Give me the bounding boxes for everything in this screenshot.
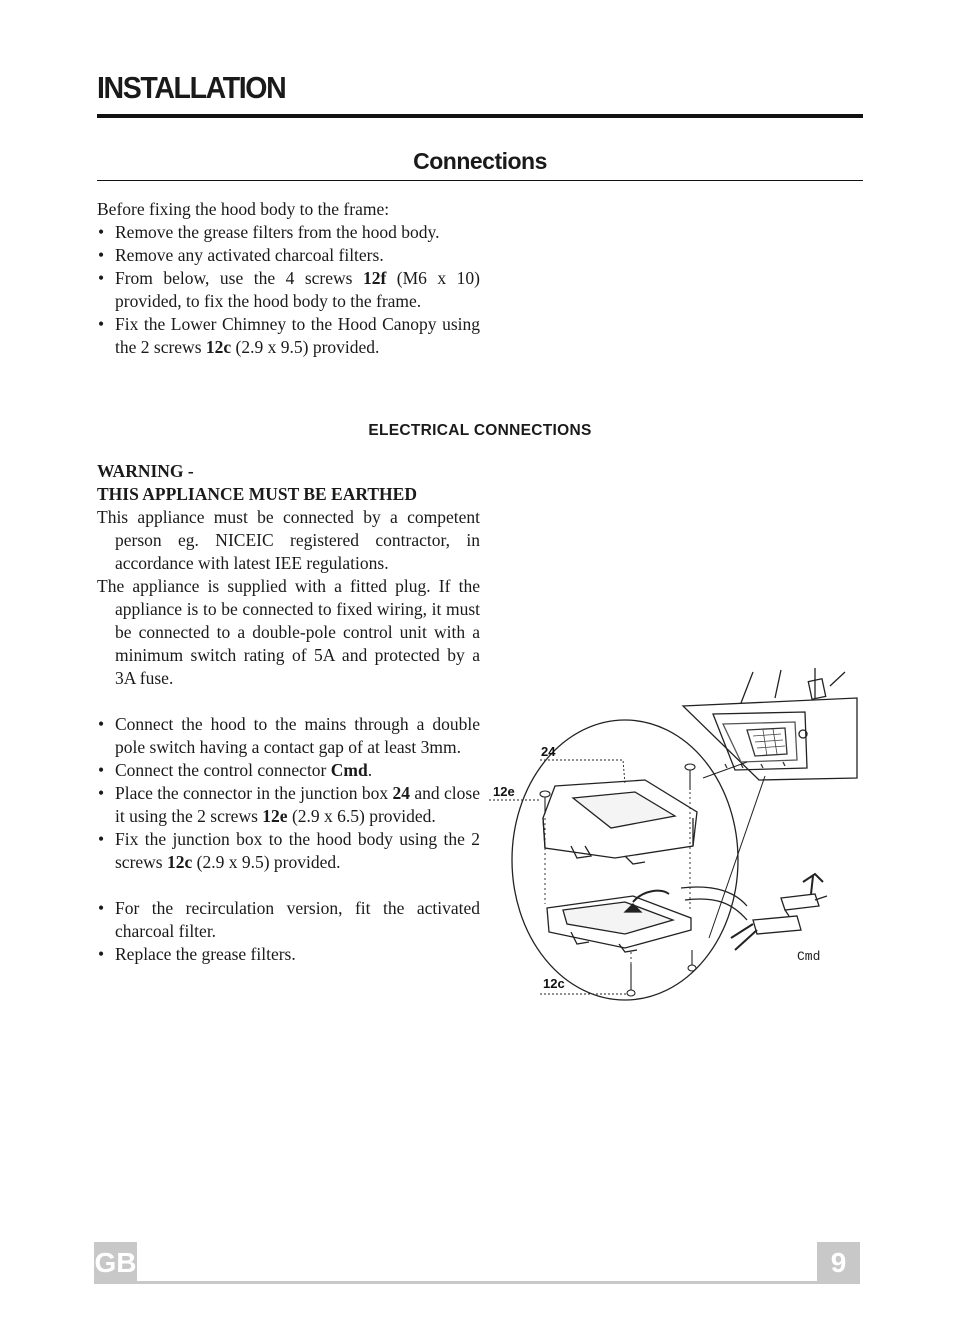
screw-12c-right bbox=[688, 950, 696, 971]
junction-box-cover bbox=[543, 780, 697, 864]
label-24: 24 bbox=[541, 744, 556, 759]
connections-list bbox=[97, 221, 480, 359]
list-item: • Replace the grease filters. bbox=[97, 943, 480, 966]
electrical-paragraph: This appliance must be connected by a competent person eg. NICEIC registered contractor, in accordance with latest IEE regulations. bbox=[97, 507, 480, 573]
page-number: 9 bbox=[817, 1242, 860, 1284]
list-item: • Connect the control connector Cmd. bbox=[97, 759, 480, 782]
list-item: • Place the connector in the junction box 24 and close it using the 2 screws 12e (2.9 x 6.5) provided. bbox=[97, 782, 480, 828]
list-item: • Connect the hood to the mains through a double pole switch having a contact gap of at least 3mm. bbox=[97, 713, 480, 759]
electrical-list bbox=[97, 713, 480, 874]
electrical-block bbox=[97, 460, 480, 966]
label-12e: 12e bbox=[493, 784, 515, 799]
detail-circle bbox=[512, 720, 765, 1000]
page-footer bbox=[94, 1242, 860, 1284]
connections-block bbox=[97, 198, 480, 359]
control-connector bbox=[731, 874, 827, 950]
warning-line-2: THIS APPLIANCE MUST BE EARTHED bbox=[97, 484, 417, 504]
junction-box-diagram bbox=[485, 668, 860, 1003]
warning-line-1: WARNING - bbox=[97, 461, 194, 481]
language-badge: GB bbox=[94, 1242, 137, 1284]
connections-intro: Before fixing the hood body to the frame: bbox=[97, 199, 390, 219]
list-item: • Fix the junction box to the hood body using the 2 screws 12c (2.9 x 9.5) provided. bbox=[97, 828, 480, 874]
screw-12e-right bbox=[685, 764, 695, 790]
list-item: • From below, use the 4 screws 12f (M6 x 10) provided, to fix the hood body to the frame. bbox=[97, 267, 480, 313]
screw-12c-bottom bbox=[627, 964, 635, 996]
hood-underside-illustration bbox=[683, 668, 857, 780]
title-rule bbox=[97, 114, 863, 118]
electrical-heading: ELECTRICAL CONNECTIONS bbox=[368, 422, 592, 439]
label-12c: 12c bbox=[543, 976, 565, 991]
electrical-paragraph: The appliance is supplied with a fitted plug. If the appliance is to be connected to fixed wiring, it must be connected to a double-pole control unit with a minimum switch rating of 5A and protected by a 3A fuse. bbox=[97, 576, 480, 688]
list-item: • Fix the Lower Chimney to the Hood Canopy using the 2 screws 12c (2.9 x 9.5) provided. bbox=[97, 313, 480, 359]
list-item: • Remove any activated charcoal filters. bbox=[97, 244, 480, 267]
list-item: • For the recirculation version, fit the activated charcoal filter. bbox=[97, 897, 480, 943]
footer-rule bbox=[94, 1281, 860, 1284]
list-item: • Remove the grease filters from the hood body. bbox=[97, 221, 480, 244]
section-rule bbox=[97, 180, 863, 181]
junction-box-base bbox=[547, 896, 691, 952]
section-title: Connections bbox=[413, 148, 547, 174]
final-steps-list bbox=[97, 897, 480, 966]
label-cmd: Cmd bbox=[797, 949, 821, 964]
page-title: INSTALLATION bbox=[97, 70, 286, 105]
